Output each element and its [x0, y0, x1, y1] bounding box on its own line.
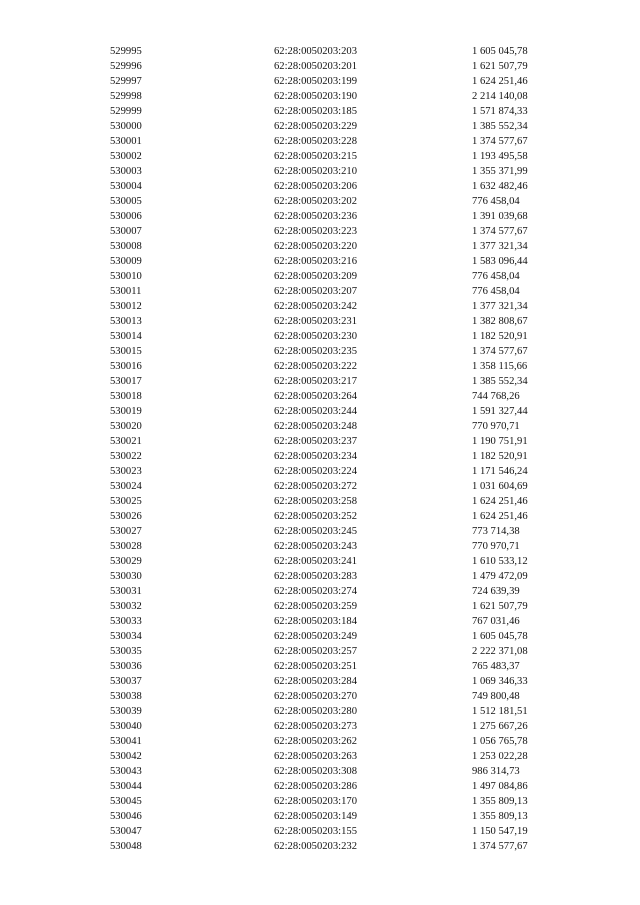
cadastral-value: 1 382 808,67	[472, 316, 528, 327]
table-row	[110, 404, 550, 419]
cadastral-value: 1 182 520,91	[472, 451, 528, 462]
row-id: 530044	[110, 781, 142, 792]
cadastral-number: 62:28:0050203:251	[274, 661, 357, 672]
cadastral-number: 62:28:0050203:209	[274, 271, 357, 282]
table-row	[110, 749, 550, 764]
row-id: 530029	[110, 556, 142, 567]
cadastral-number: 62:28:0050203:274	[274, 586, 357, 597]
table-row	[110, 569, 550, 584]
cadastral-value: 1 583 096,44	[472, 256, 528, 267]
row-id: 530009	[110, 256, 142, 267]
table-row	[110, 269, 550, 284]
table-row	[110, 794, 550, 809]
table-row	[110, 134, 550, 149]
row-id: 530024	[110, 481, 142, 492]
row-id: 530041	[110, 736, 142, 747]
cadastral-value: 1 182 520,91	[472, 331, 528, 342]
cadastral-value: 1 512 181,51	[472, 706, 528, 717]
cadastral-number: 62:28:0050203:190	[274, 91, 357, 102]
cadastral-value: 1 358 115,66	[472, 361, 528, 372]
row-id: 530039	[110, 706, 142, 717]
cadastral-value: 1 377 321,34	[472, 301, 528, 312]
cadastral-value: 1 374 577,67	[472, 841, 528, 852]
cadastral-value: 744 768,26	[472, 391, 520, 402]
cadastral-value: 1 621 507,79	[472, 601, 528, 612]
row-id: 530012	[110, 301, 142, 312]
cadastral-number: 62:28:0050203:170	[274, 796, 357, 807]
row-id: 530028	[110, 541, 142, 552]
table-row	[110, 764, 550, 779]
cadastral-value: 1 610 533,12	[472, 556, 528, 567]
cadastral-value: 1 069 346,33	[472, 676, 528, 687]
table-row	[110, 374, 550, 389]
cadastral-number: 62:28:0050203:241	[274, 556, 357, 567]
table-row	[110, 734, 550, 749]
cadastral-number: 62:28:0050203:215	[274, 151, 357, 162]
cadastral-number: 62:28:0050203:222	[274, 361, 357, 372]
row-id: 530025	[110, 496, 142, 507]
row-id: 530031	[110, 586, 142, 597]
table-row	[110, 149, 550, 164]
table-row	[110, 104, 550, 119]
row-id: 530021	[110, 436, 142, 447]
cadastral-value: 1 171 546,24	[472, 466, 528, 477]
row-id: 530033	[110, 616, 142, 627]
cadastral-value: 1 355 809,13	[472, 811, 528, 822]
cadastral-number: 62:28:0050203:286	[274, 781, 357, 792]
row-id: 530036	[110, 661, 142, 672]
cadastral-value: 770 970,71	[472, 421, 520, 432]
table-row	[110, 119, 550, 134]
cadastral-value: 986 314,73	[472, 766, 520, 777]
cadastral-value: 1 632 482,46	[472, 181, 528, 192]
cadastral-number: 62:28:0050203:216	[274, 256, 357, 267]
table-row	[110, 779, 550, 794]
cadastral-number: 62:28:0050203:223	[274, 226, 357, 237]
cadastral-number: 62:28:0050203:262	[274, 736, 357, 747]
row-id: 529996	[110, 61, 142, 72]
cadastral-number: 62:28:0050203:248	[274, 421, 357, 432]
cadastral-number: 62:28:0050203:224	[274, 466, 357, 477]
cadastral-value: 1 605 045,78	[472, 46, 528, 57]
cadastral-number: 62:28:0050203:242	[274, 301, 357, 312]
cadastral-value: 1 624 251,46	[472, 511, 528, 522]
cadastral-number: 62:28:0050203:232	[274, 841, 357, 852]
cadastral-value: 749 800,48	[472, 691, 520, 702]
table-row	[110, 224, 550, 239]
cadastral-number: 62:28:0050203:237	[274, 436, 357, 447]
cadastral-value: 2 222 371,08	[472, 646, 528, 657]
row-id: 530048	[110, 841, 142, 852]
cadastral-value: 1 355 809,13	[472, 796, 528, 807]
cadastral-number: 62:28:0050203:206	[274, 181, 357, 192]
row-id: 530026	[110, 511, 142, 522]
cadastral-value: 724 639,39	[472, 586, 520, 597]
table-row	[110, 509, 550, 524]
cadastral-value: 1 031 604,69	[472, 481, 528, 492]
cadastral-value: 765 483,37	[472, 661, 520, 672]
table-row	[110, 209, 550, 224]
cadastral-value: 1 056 765,78	[472, 736, 528, 747]
cadastral-number: 62:28:0050203:245	[274, 526, 357, 537]
table-row	[110, 449, 550, 464]
row-id: 530014	[110, 331, 142, 342]
table-row	[110, 44, 550, 59]
cadastral-value: 1 479 472,09	[472, 571, 528, 582]
cadastral-value: 1 391 039,68	[472, 211, 528, 222]
cadastral-number: 62:28:0050203:184	[274, 616, 357, 627]
cadastral-number: 62:28:0050203:185	[274, 106, 357, 117]
table-row	[110, 284, 550, 299]
row-id: 530042	[110, 751, 142, 762]
row-id: 530002	[110, 151, 142, 162]
cadastral-number: 62:28:0050203:308	[274, 766, 357, 777]
row-id: 530016	[110, 361, 142, 372]
table-row	[110, 314, 550, 329]
cadastral-number: 62:28:0050203:207	[274, 286, 357, 297]
table-row	[110, 704, 550, 719]
cadastral-value: 1 377 321,34	[472, 241, 528, 252]
table-row	[110, 809, 550, 824]
row-id: 530045	[110, 796, 142, 807]
row-id: 530043	[110, 766, 142, 777]
row-id: 530011	[110, 286, 142, 297]
table-row	[110, 689, 550, 704]
row-id: 530013	[110, 316, 142, 327]
cadastral-number: 62:28:0050203:284	[274, 676, 357, 687]
cadastral-value: 2 214 140,08	[472, 91, 528, 102]
cadastral-number: 62:28:0050203:273	[274, 721, 357, 732]
table-row	[110, 614, 550, 629]
cadastral-value: 1 591 327,44	[472, 406, 528, 417]
cadastral-number: 62:28:0050203:244	[274, 406, 357, 417]
table-row	[110, 299, 550, 314]
table-row	[110, 464, 550, 479]
table-row	[110, 659, 550, 674]
cadastral-value: 1 275 667,26	[472, 721, 528, 732]
table-row	[110, 434, 550, 449]
cadastral-value: 1 190 751,91	[472, 436, 528, 447]
cadastral-number: 62:28:0050203:272	[274, 481, 357, 492]
table-row	[110, 239, 550, 254]
cadastral-value: 1 621 507,79	[472, 61, 528, 72]
cadastral-number: 62:28:0050203:235	[274, 346, 357, 357]
row-id: 530046	[110, 811, 142, 822]
cadastral-value: 776 458,04	[472, 196, 520, 207]
row-id: 529995	[110, 46, 142, 57]
cadastral-number: 62:28:0050203:264	[274, 391, 357, 402]
cadastral-value: 1 150 547,19	[472, 826, 528, 837]
row-id: 530008	[110, 241, 142, 252]
cadastral-number: 62:28:0050203:201	[274, 61, 357, 72]
cadastral-value: 1 374 577,67	[472, 136, 528, 147]
table-row	[110, 89, 550, 104]
cadastral-value: 1 253 022,28	[472, 751, 528, 762]
cadastral-number: 62:28:0050203:257	[274, 646, 357, 657]
table-row	[110, 494, 550, 509]
cadastral-value: 1 571 874,33	[472, 106, 528, 117]
table-row	[110, 59, 550, 74]
cadastral-number: 62:28:0050203:252	[274, 511, 357, 522]
cadastral-value: 1 355 371,99	[472, 166, 528, 177]
table-row	[110, 719, 550, 734]
row-id: 530000	[110, 121, 142, 132]
table-row	[110, 344, 550, 359]
cadastral-number: 62:28:0050203:220	[274, 241, 357, 252]
cadastral-number: 62:28:0050203:249	[274, 631, 357, 642]
cadastral-number: 62:28:0050203:202	[274, 196, 357, 207]
table-row	[110, 644, 550, 659]
cadastral-number: 62:28:0050203:280	[274, 706, 357, 717]
row-id: 530023	[110, 466, 142, 477]
table-row	[110, 824, 550, 839]
cadastral-number: 62:28:0050203:263	[274, 751, 357, 762]
row-id: 530005	[110, 196, 142, 207]
cadastral-value: 1 385 552,34	[472, 376, 528, 387]
cadastral-number: 62:28:0050203:229	[274, 121, 357, 132]
cadastral-number: 62:28:0050203:234	[274, 451, 357, 462]
table-row	[110, 479, 550, 494]
cadastral-value: 1 385 552,34	[472, 121, 528, 132]
cadastral-number: 62:28:0050203:230	[274, 331, 357, 342]
table-row	[110, 389, 550, 404]
cadastral-number: 62:28:0050203:243	[274, 541, 357, 552]
row-id: 529999	[110, 106, 142, 117]
row-id: 530017	[110, 376, 142, 387]
cadastral-number: 62:28:0050203:259	[274, 601, 357, 612]
cadastral-number: 62:28:0050203:258	[274, 496, 357, 507]
data-table	[110, 44, 550, 854]
row-id: 530015	[110, 346, 142, 357]
cadastral-value: 1 624 251,46	[472, 496, 528, 507]
row-id: 530020	[110, 421, 142, 432]
table-row	[110, 194, 550, 209]
table-row	[110, 839, 550, 854]
row-id: 529998	[110, 91, 142, 102]
row-id: 530047	[110, 826, 142, 837]
row-id: 530001	[110, 136, 142, 147]
table-row	[110, 359, 550, 374]
cadastral-value: 767 031,46	[472, 616, 520, 627]
cadastral-value: 1 605 045,78	[472, 631, 528, 642]
table-row	[110, 554, 550, 569]
cadastral-number: 62:28:0050203:231	[274, 316, 357, 327]
row-id: 530038	[110, 691, 142, 702]
row-id: 530007	[110, 226, 142, 237]
cadastral-number: 62:28:0050203:199	[274, 76, 357, 87]
cadastral-number: 62:28:0050203:228	[274, 136, 357, 147]
table-row	[110, 419, 550, 434]
cadastral-number: 62:28:0050203:149	[274, 811, 357, 822]
row-id: 530034	[110, 631, 142, 642]
cadastral-number: 62:28:0050203:210	[274, 166, 357, 177]
cadastral-number: 62:28:0050203:236	[274, 211, 357, 222]
row-id: 529997	[110, 76, 142, 87]
row-id: 530004	[110, 181, 142, 192]
cadastral-number: 62:28:0050203:270	[274, 691, 357, 702]
cadastral-number: 62:28:0050203:155	[274, 826, 357, 837]
cadastral-value: 773 714,38	[472, 526, 520, 537]
cadastral-number: 62:28:0050203:203	[274, 46, 357, 57]
row-id: 530003	[110, 166, 142, 177]
row-id: 530022	[110, 451, 142, 462]
row-id: 530010	[110, 271, 142, 282]
table-row	[110, 329, 550, 344]
table-row	[110, 674, 550, 689]
table-row	[110, 599, 550, 614]
row-id: 530040	[110, 721, 142, 732]
cadastral-number: 62:28:0050203:283	[274, 571, 357, 582]
row-id: 530032	[110, 601, 142, 612]
cadastral-value: 1 193 495,58	[472, 151, 528, 162]
cadastral-number: 62:28:0050203:217	[274, 376, 357, 387]
cadastral-value: 1 374 577,67	[472, 226, 528, 237]
cadastral-value: 1 497 084,86	[472, 781, 528, 792]
row-id: 530030	[110, 571, 142, 582]
row-id: 530019	[110, 406, 142, 417]
table-row	[110, 539, 550, 554]
cadastral-value: 1 624 251,46	[472, 76, 528, 87]
table-row	[110, 164, 550, 179]
table-row	[110, 584, 550, 599]
table-row	[110, 179, 550, 194]
table-row	[110, 629, 550, 644]
table-row	[110, 254, 550, 269]
table-row	[110, 74, 550, 89]
table-row	[110, 524, 550, 539]
cadastral-value: 776 458,04	[472, 286, 520, 297]
cadastral-value: 776 458,04	[472, 271, 520, 282]
row-id: 530035	[110, 646, 142, 657]
cadastral-value: 1 374 577,67	[472, 346, 528, 357]
row-id: 530037	[110, 676, 142, 687]
row-id: 530018	[110, 391, 142, 402]
row-id: 530027	[110, 526, 142, 537]
cadastral-value: 770 970,71	[472, 541, 520, 552]
row-id: 530006	[110, 211, 142, 222]
